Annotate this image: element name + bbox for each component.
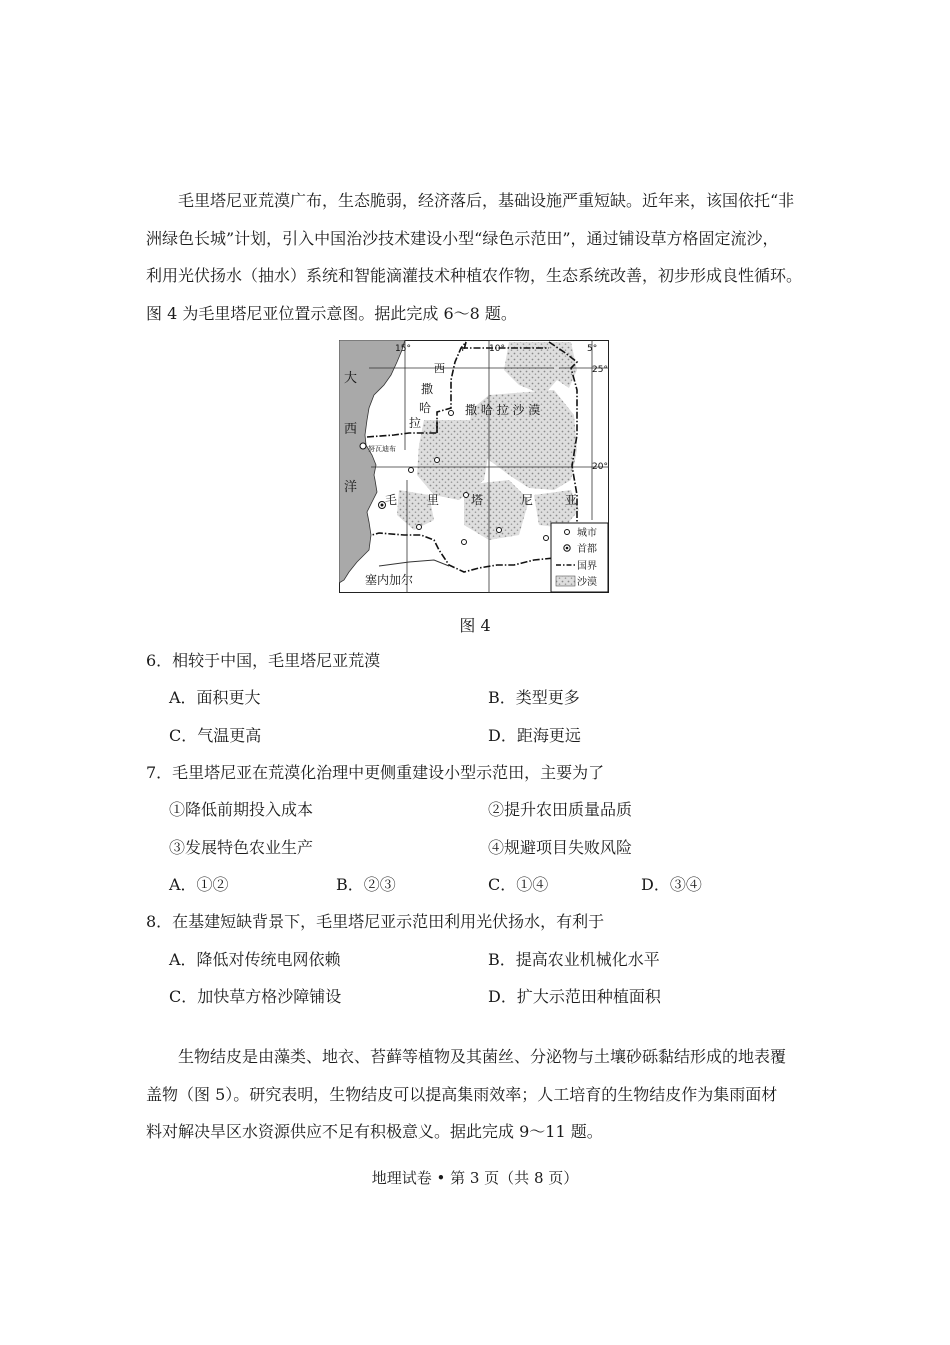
question-8-option-c: C．加快草方格沙障铺设 bbox=[169, 987, 342, 1006]
lat-label: 20° bbox=[592, 462, 608, 472]
mauritania-location-map bbox=[339, 340, 609, 593]
mauritania-label-char: 亚 bbox=[565, 493, 578, 507]
question-8-stem: 8．在基建短缺背景下，毛里塔尼亚示范田利用光伏扬水，有利于 bbox=[146, 912, 605, 931]
question-6-option-b: B．类型更多 bbox=[488, 688, 580, 707]
question-6-stem: 6．相较于中国，毛里塔尼亚荒漠 bbox=[146, 651, 381, 670]
passage-line: 利用光伏扬水（抽水）系统和智能滴灌技术种植农作物，生态系统改善，初步形成良性循环。 bbox=[146, 266, 803, 285]
ocean-label-char: 西 bbox=[344, 422, 358, 437]
legend-border-label: 国界 bbox=[577, 561, 597, 572]
sahara-desert-label: 撒 哈 拉 沙 漠 bbox=[465, 403, 541, 417]
passage-line: 盖物（图 5）。研究表明，生物结皮可以提高集雨效率；人工培育的生物结皮作为集雨面材 bbox=[146, 1084, 778, 1104]
lon-label: 10° bbox=[489, 344, 505, 354]
page-footer: 地理试卷 • 第 3 页（共 8 页） bbox=[371, 1169, 579, 1187]
legend-desert-symbol bbox=[556, 576, 575, 586]
question-7-option-b: B．②③ bbox=[336, 875, 396, 894]
capital-marker bbox=[379, 502, 386, 509]
question-8-option-d: D．扩大示范田种植面积 bbox=[488, 987, 661, 1006]
question-6-option-d: D．距海更远 bbox=[488, 726, 581, 745]
ocean-label-char: 大 bbox=[344, 371, 358, 386]
question-7-option-d: D．③④ bbox=[641, 875, 702, 894]
question-6-option-a: A．面积更大 bbox=[169, 688, 261, 707]
west-sahara-label: 西 bbox=[434, 362, 445, 375]
nouadhibou-label: 努瓦迪布 bbox=[368, 445, 396, 453]
legend-desert-label: 沙漠 bbox=[577, 577, 597, 588]
passage-line: 毛里塔尼亚荒漠广布，生态脆弱，经济落后，基础设施严重短缺。近年来，该国依托“非 bbox=[178, 191, 795, 210]
passage-line: 料对解决旱区水资源供应不足有积极意义。据此完成 9～11 题。 bbox=[146, 1122, 603, 1141]
lat-label: 25° bbox=[592, 365, 608, 375]
question-7-statement-4: ④规避项目失败风险 bbox=[488, 838, 633, 857]
question-7-option-c: C．①④ bbox=[488, 875, 549, 894]
question-7-statement-1: ①降低前期投入成本 bbox=[169, 800, 314, 819]
west-sahara-char: 撒 bbox=[421, 382, 434, 396]
west-sahara-char: 哈 bbox=[419, 401, 432, 415]
passage-intro bbox=[146, 182, 811, 332]
mauritania-label-char: 尼 bbox=[521, 493, 534, 507]
passage-line: 图 4 为毛里塔尼亚位置示意图。据此完成 6～8 题。 bbox=[146, 303, 517, 323]
figure-caption: 图 4 bbox=[459, 616, 491, 635]
lon-label: 15° bbox=[395, 344, 411, 354]
legend-city-symbol bbox=[565, 530, 570, 535]
nouadhibou-city-marker bbox=[360, 443, 366, 449]
senegal-label: 塞内加尔 bbox=[365, 573, 414, 587]
question-7-statement-3: ③发展特色农业生产 bbox=[169, 838, 314, 857]
legend-capital-label: 首都 bbox=[577, 544, 597, 555]
passage-line: 洲绿色长城”计划，引入中国治沙技术建设小型“绿色示范田”，通过铺设草方格固定流沙， bbox=[146, 228, 779, 248]
map-legend bbox=[551, 523, 608, 592]
question-7-option-a: A．①② bbox=[169, 875, 229, 894]
question-8-option-a: A．降低对传统电网依赖 bbox=[169, 950, 341, 969]
legend-city-label: 城市 bbox=[577, 528, 597, 539]
question-8-option-b: B．提高农业机械化水平 bbox=[488, 950, 660, 969]
west-sahara-char: 拉 bbox=[409, 416, 422, 430]
passage-biocrust bbox=[146, 1038, 811, 1151]
question-6-option-c: C．气温更高 bbox=[169, 726, 262, 745]
mauritania-label-char: 塔 bbox=[471, 493, 484, 507]
question-7-stem: 7．毛里塔尼亚在荒漠化治理中更侧重建设小型示范田，主要为了 bbox=[146, 763, 605, 782]
passage-line: 生物结皮是由藻类、地衣、苔藓等植物及其菌丝、分泌物与土壤砂砾黏结形成的地表覆 bbox=[178, 1047, 787, 1066]
mauritania-label-char: 毛 bbox=[385, 493, 398, 507]
question-7-statement-2: ②提升农田质量品质 bbox=[488, 800, 633, 819]
ocean-label-char: 洋 bbox=[344, 480, 358, 495]
mauritania-label-char: 里 bbox=[427, 493, 440, 507]
lon-label: 5° bbox=[587, 344, 598, 354]
